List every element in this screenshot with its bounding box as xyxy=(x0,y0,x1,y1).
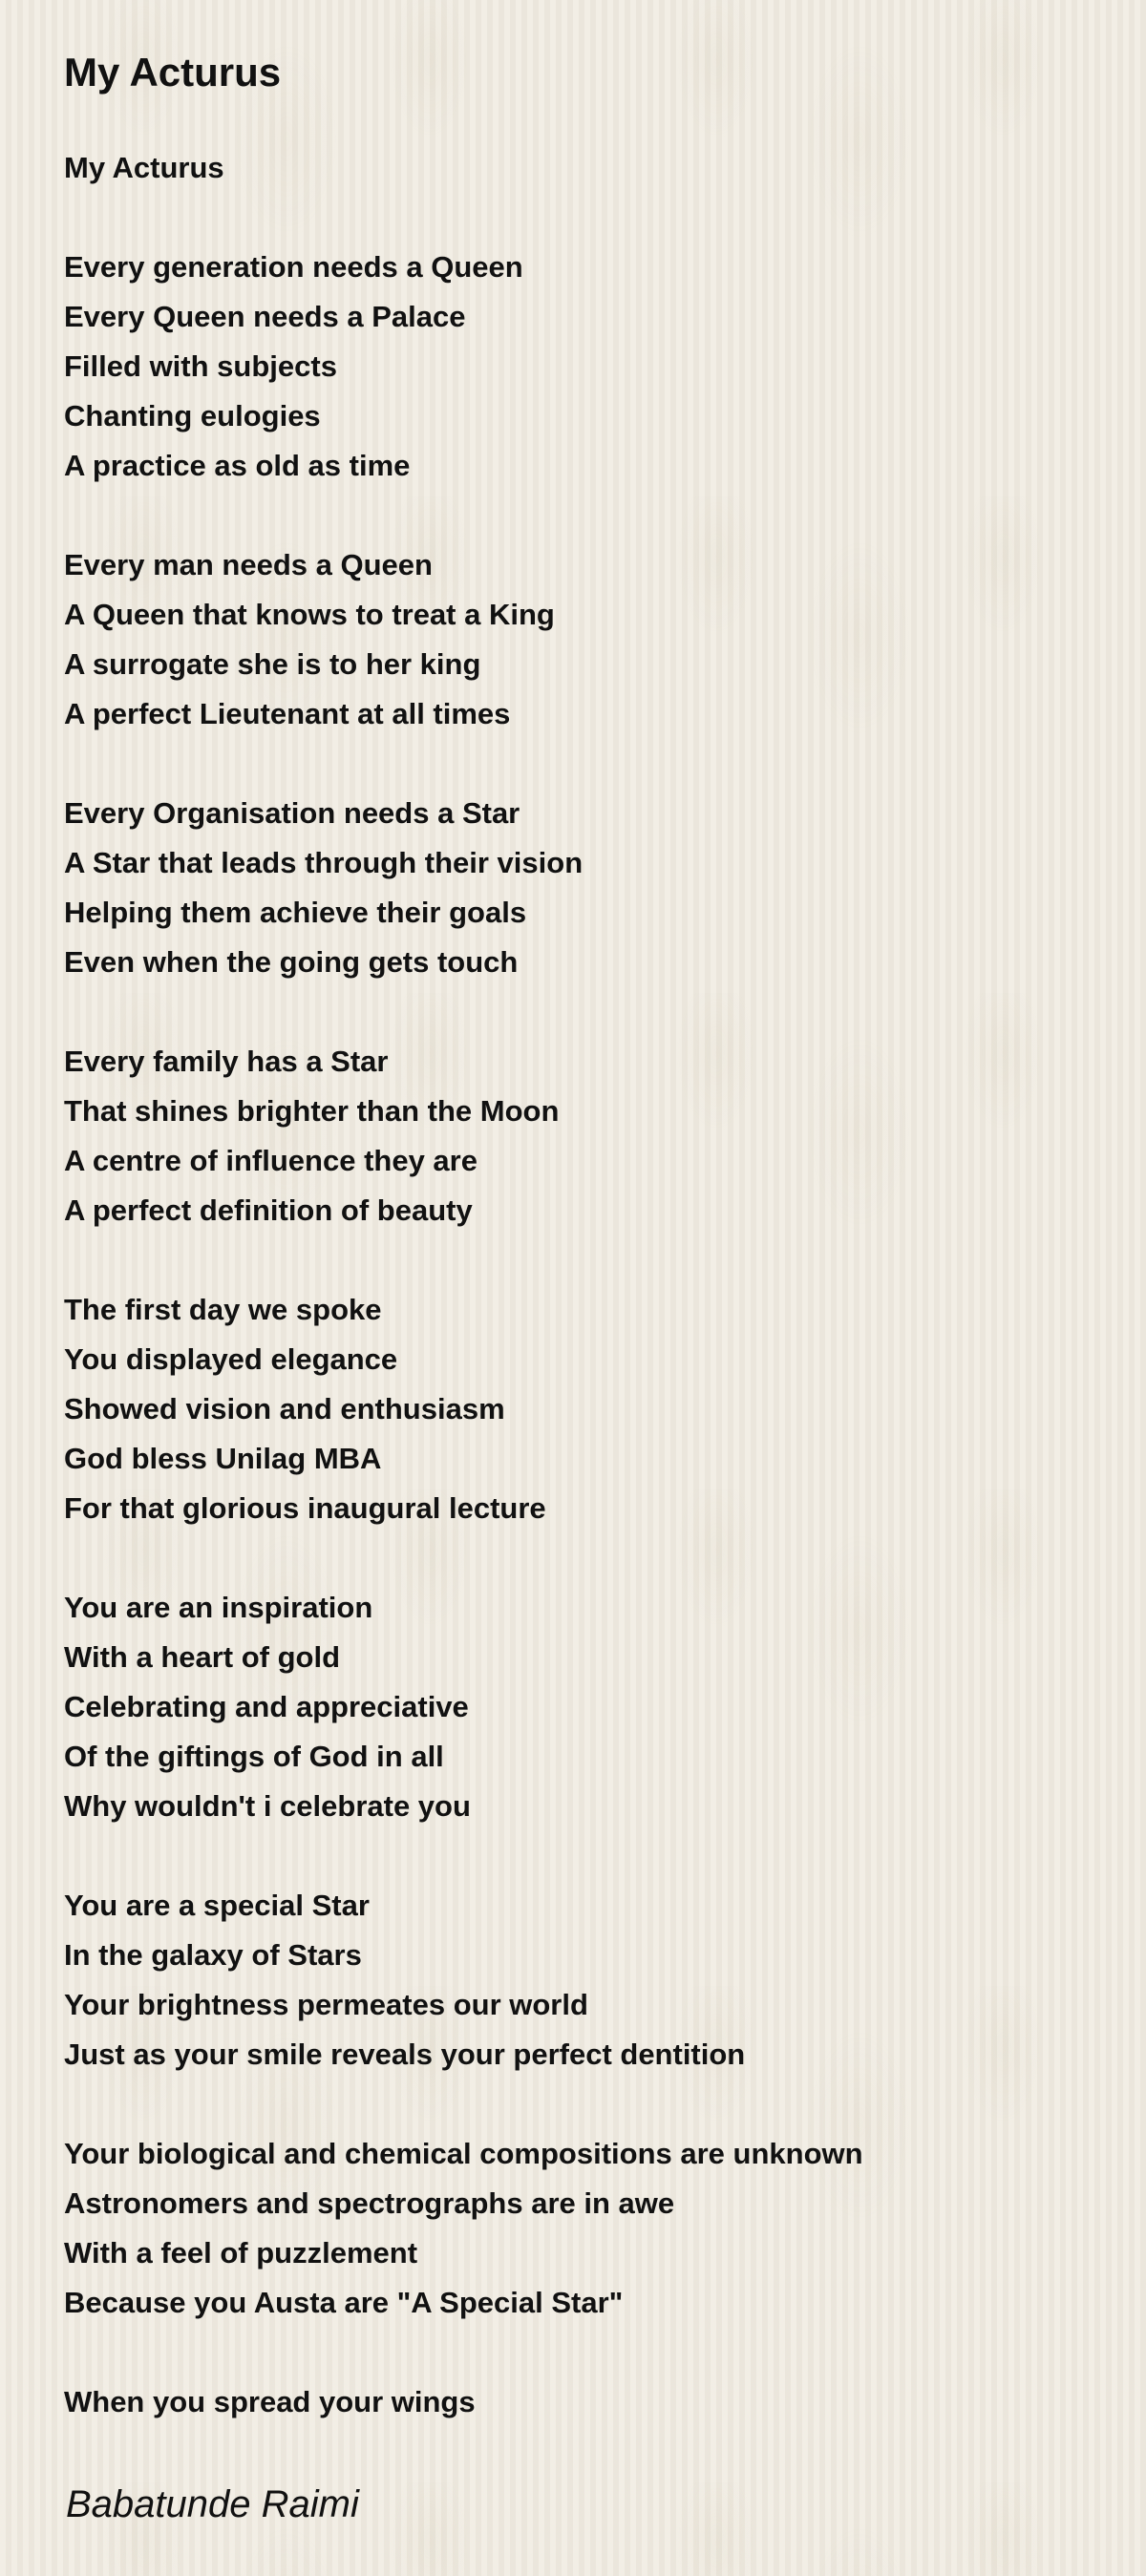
poem-line: Every man needs a Queen xyxy=(64,548,433,581)
poem-line: Why wouldn't i celebrate you xyxy=(64,1789,471,1823)
stanza-break xyxy=(64,2080,863,2129)
poem-line: Showed vision and enthusiasm xyxy=(64,1392,505,1425)
poem-line: A Queen that knows to treat a King xyxy=(64,598,555,631)
stanza-break xyxy=(64,1235,863,1285)
poem-line: A Star that leads through their vision xyxy=(64,846,584,879)
poem-line: For that glorious inaugural lecture xyxy=(64,1491,546,1525)
poem-line: Your biological and chemical compositions are unknown xyxy=(64,2137,863,2170)
poem-line: A practice as old as time xyxy=(64,449,411,482)
poem-line: Astronomers and spectrographs are in awe xyxy=(64,2186,675,2220)
stanza-break xyxy=(64,193,863,243)
poem-line: That shines brighter than the Moon xyxy=(64,1094,560,1128)
stanza-break xyxy=(64,987,863,1037)
poem-line: With a feel of puzzlement xyxy=(64,2236,418,2270)
poem-line: Every Queen needs a Palace xyxy=(64,300,466,333)
poem-line: Because you Austa are "A Special Star" xyxy=(64,2286,624,2319)
poem-line: God bless Unilag MBA xyxy=(64,1442,382,1475)
stanza-break xyxy=(64,2328,863,2377)
poem-line: You are an inspiration xyxy=(64,1591,373,1624)
poem-line: Every generation needs a Queen xyxy=(64,250,523,284)
poem-line: A perfect Lieutenant at all times xyxy=(64,697,511,730)
stanza-break xyxy=(64,739,863,789)
stanza-break xyxy=(64,1831,863,1881)
poem-line: A centre of influence they are xyxy=(64,1144,478,1177)
stanza-break xyxy=(64,1533,863,1583)
poem-title: My Acturus xyxy=(64,50,282,95)
poem-body xyxy=(64,143,863,2427)
poem-line: Chanting eulogies xyxy=(64,399,321,433)
poem-line: Even when the going gets touch xyxy=(64,945,519,979)
stanza-break xyxy=(64,491,863,540)
poem-line: Every family has a Star xyxy=(64,1045,389,1078)
poem-line: Your brightness permeates our world xyxy=(64,1988,588,2021)
poem-line: You are a special Star xyxy=(64,1889,370,1922)
poem-line: In the galaxy of Stars xyxy=(64,1938,362,1972)
poem-line: My Acturus xyxy=(64,151,224,184)
poem-line: Celebrating and appreciative xyxy=(64,1690,469,1723)
poem-line: Every Organisation needs a Star xyxy=(64,796,520,830)
poem-line: Filled with subjects xyxy=(64,349,337,383)
poem-line: The first day we spoke xyxy=(64,1293,382,1326)
poem-line: Of the giftings of God in all xyxy=(64,1740,444,1773)
poem-line: With a heart of gold xyxy=(64,1640,341,1674)
poem-author: Babatunde Raimi xyxy=(66,2483,359,2525)
poem-line: Just as your smile reveals your perfect dentition xyxy=(64,2038,746,2071)
poem-line: A surrogate she is to her king xyxy=(64,647,481,681)
poem-line: You displayed elegance xyxy=(64,1342,398,1376)
poem-line: When you spread your wings xyxy=(64,2385,476,2418)
poem-line: A perfect definition of beauty xyxy=(64,1193,473,1227)
poem-line: Helping them achieve their goals xyxy=(64,896,527,929)
